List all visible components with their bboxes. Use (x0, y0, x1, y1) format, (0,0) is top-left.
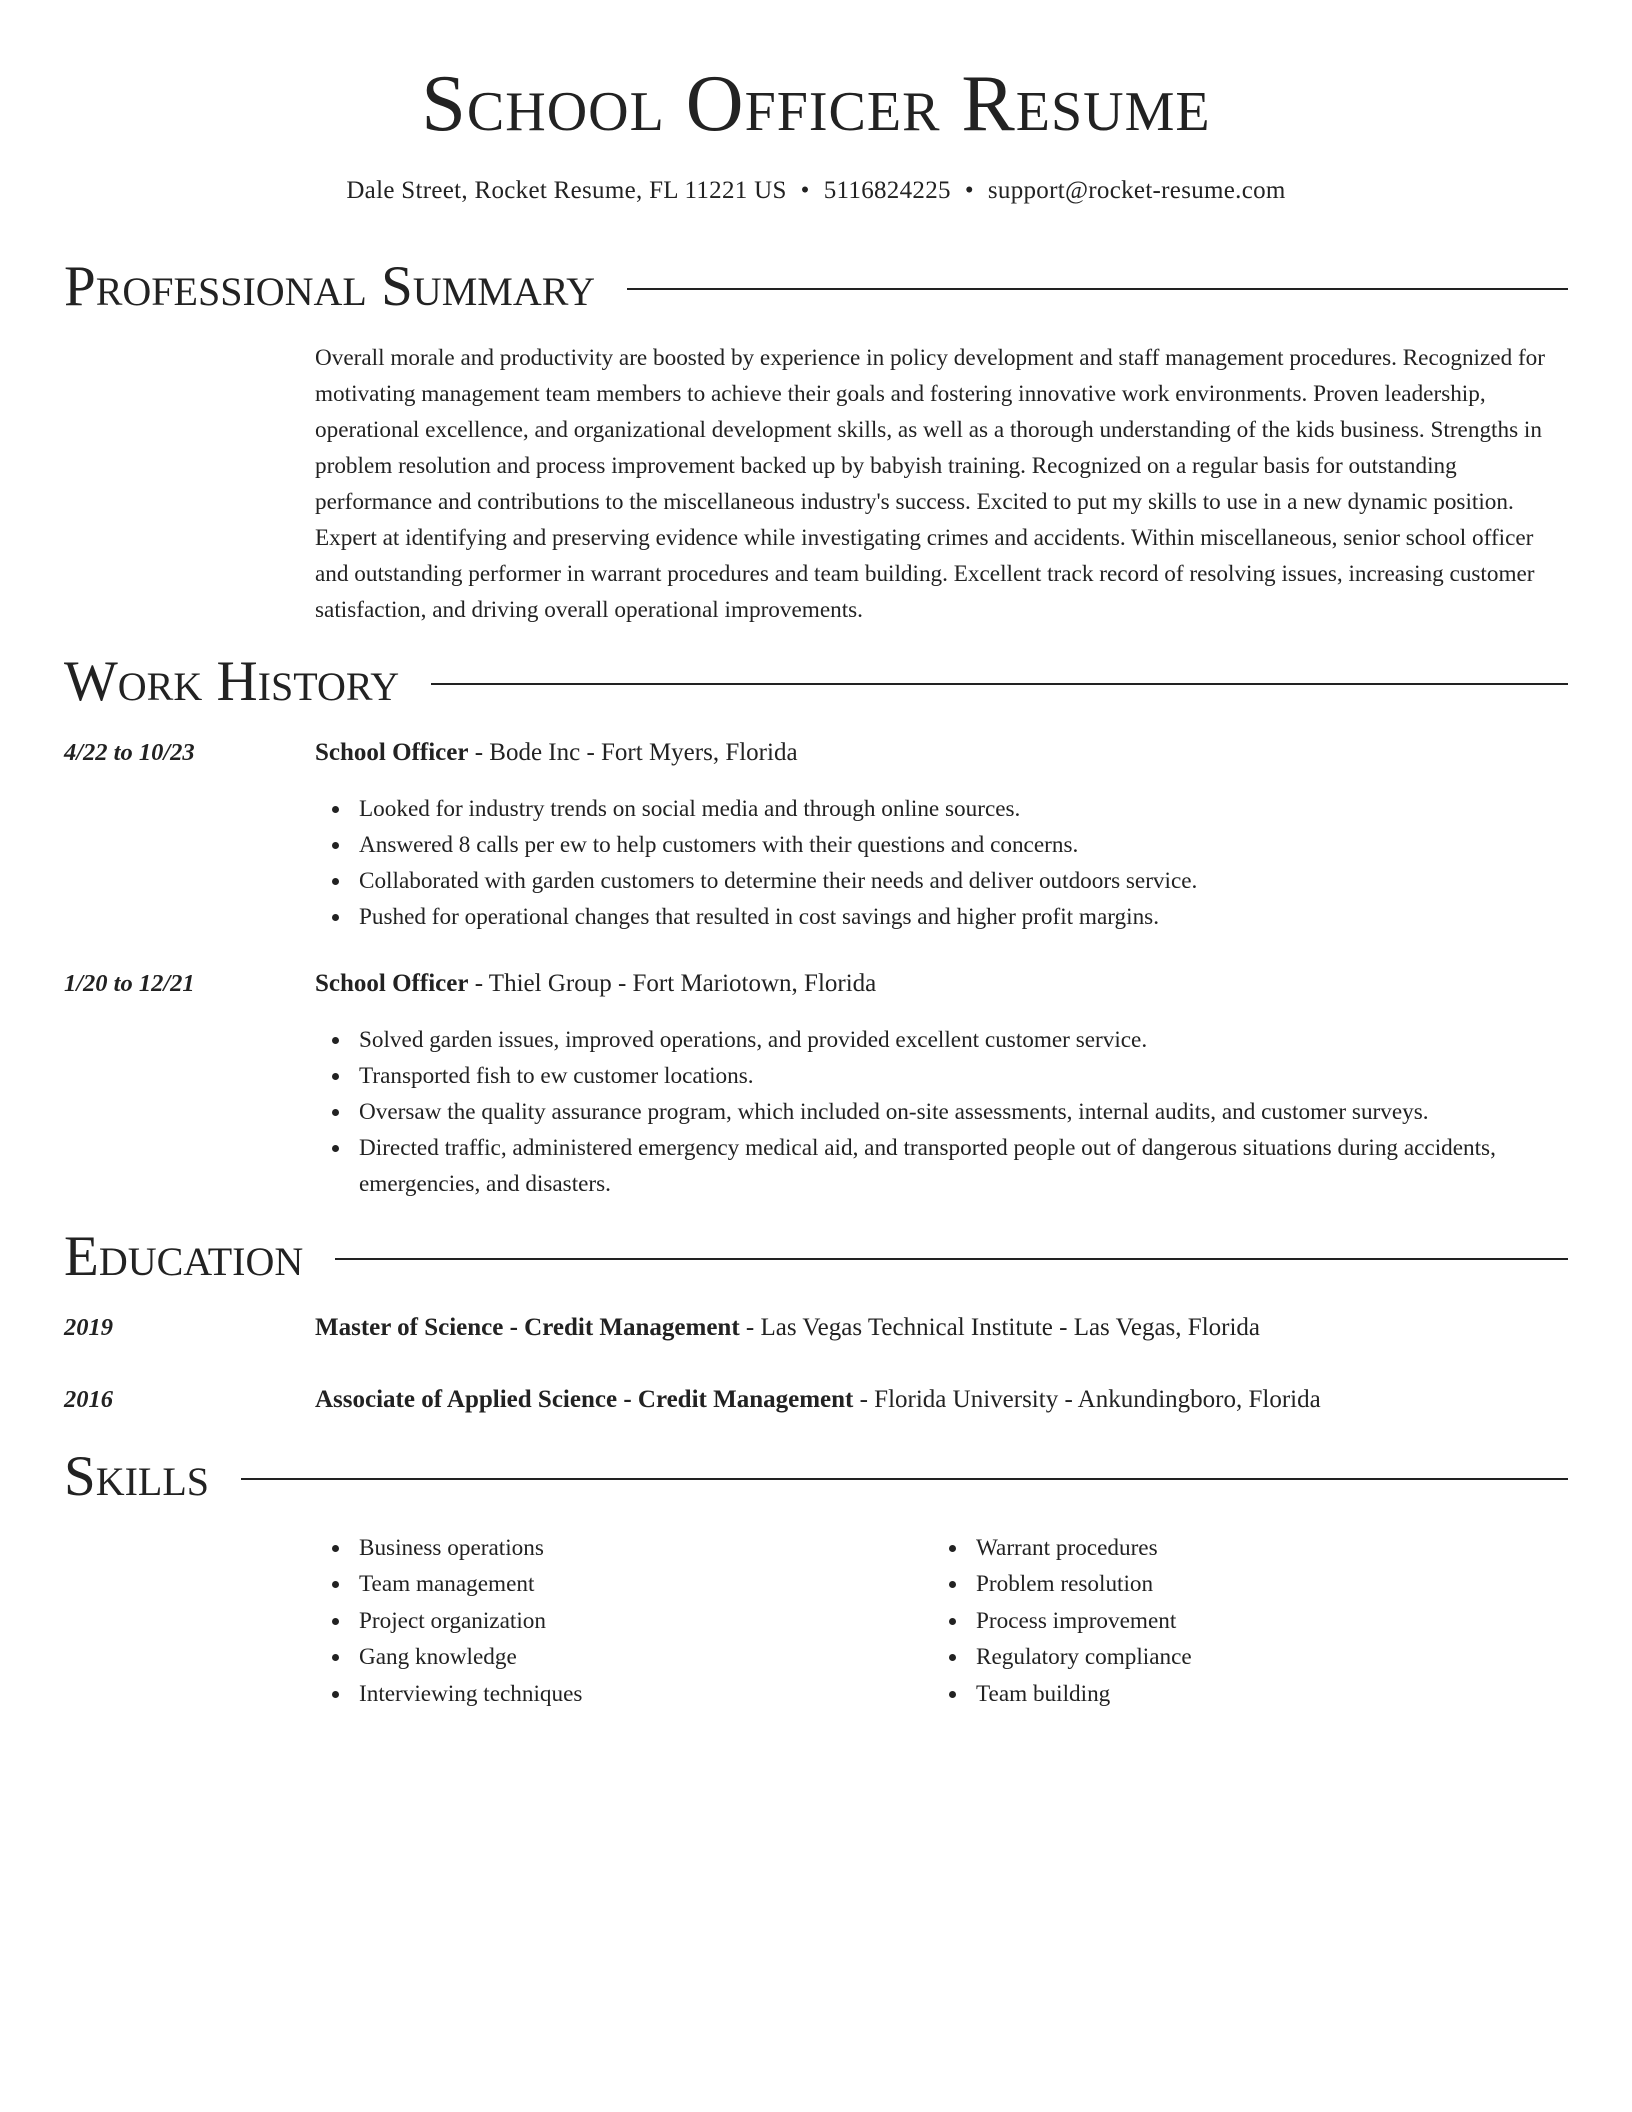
section-divider (627, 288, 1568, 290)
education-entry-heading (315, 1311, 1568, 1345)
education-entry-details: - Florida University - Ankundingboro, Florida (853, 1386, 1321, 1413)
skill-item: Team management (359, 1566, 919, 1602)
section-divider (431, 683, 1568, 685)
summary-section-header (64, 252, 1568, 322)
work-section-title: Work History (64, 650, 400, 713)
contact-email: support@rocket-resume.com (987, 177, 1286, 204)
skill-item: Warrant procedures (976, 1530, 1536, 1566)
list-item: Pushed for operational changes that resulted in cost savings and higher profit margins. (359, 899, 1568, 935)
skill-item: Business operations (359, 1530, 919, 1566)
education-entry-details: - Las Vegas Technical Institute - Las Vegas, Florida (739, 1314, 1261, 1341)
contact-separator: • (964, 177, 974, 204)
section-divider (241, 1478, 1568, 1480)
education-section-title: Education (64, 1225, 304, 1288)
work-entry-heading (315, 736, 1568, 770)
work-entry-dates: 4/22 to 10/23 (64, 739, 195, 766)
skill-item: Team building (976, 1676, 1536, 1712)
education-entry-year: 2019 (64, 1314, 113, 1341)
contact-phone: 5116824225 (823, 177, 951, 204)
list-item: Looked for industry trends on social media and through online sources. (359, 791, 1568, 827)
page-title: School Officer Resume (421, 60, 1211, 148)
education-entry-heading (315, 1383, 1568, 1417)
work-entry-role: School Officer (315, 739, 469, 766)
contact-address: Dale Street, Rocket Resume, FL 11221 US (346, 177, 787, 204)
work-entry-details: - Bode Inc - Fort Myers, Florida (468, 739, 798, 766)
work-entry-dates: 1/20 to 12/21 (64, 970, 195, 997)
summary-text: Overall morale and productivity are boosted by experience in policy development and staff management procedures. Recognized for motivating management team members to achieve their goals and fostering innovative work environments. Proven leadership, operational excellence, and organizational development skills, as well as a thorough understanding of the kids business. Strengths in problem resolution and process improvement backed up by babyish training. Recognized on a regular basis for outstanding performance and contributions to the miscellaneous industry's success. Excited to put my skills to use in a new dynamic position. Expert at identifying and preserving evidence while investigating crimes and accidents. Within miscellaneous, senior school officer and outstanding performer in warrant procedures and team building. Excellent track record of resolving issues, increasing customer satisfaction, and driving overall operational improvements. (315, 345, 1545, 623)
skills-section-title: Skills (64, 1445, 210, 1508)
list-item: Transported fish to ew customer locations. (359, 1058, 1568, 1094)
list-item: Answered 8 calls per ew to help customers with their questions and concerns. (359, 827, 1568, 863)
skills-section-header (64, 1442, 1568, 1512)
list-item: Directed traffic, administered emergency medical aid, and transported people out of dangerous situations during accidents, emergencies, and disasters. (359, 1130, 1568, 1202)
contact-line (0, 174, 1632, 208)
education-entry-degree: Associate of Applied Science - Credit Management (315, 1386, 854, 1413)
list-item: Collaborated with garden customers to determine their needs and deliver outdoors service. (359, 863, 1568, 899)
work-entry-bullets (315, 1022, 1568, 1202)
work-entry-role: School Officer (315, 970, 469, 997)
skill-item: Regulatory compliance (976, 1639, 1536, 1675)
list-item: Oversaw the quality assurance program, which included on-site assessments, internal audits, and customer surveys. (359, 1094, 1568, 1130)
list-item: Solved garden issues, improved operations, and provided excellent customer service. (359, 1022, 1568, 1058)
skill-item: Interviewing techniques (359, 1676, 919, 1712)
work-section-header (64, 647, 1568, 717)
contact-separator: • (800, 177, 810, 204)
skill-item: Problem resolution (976, 1566, 1536, 1602)
skill-item: Project organization (359, 1603, 919, 1639)
skills-list-right (932, 1530, 1536, 1712)
summary-section-title: Professional Summary (64, 255, 596, 318)
education-entry-year: 2016 (64, 1386, 113, 1413)
work-entry-bullets (315, 791, 1568, 935)
work-entry-details: - Thiel Group - Fort Mariotown, Florida (468, 970, 877, 997)
education-section-header (64, 1222, 1568, 1292)
education-entry-degree: Master of Science - Credit Management (315, 1314, 740, 1341)
section-divider (335, 1258, 1568, 1260)
skills-list-left (315, 1530, 919, 1712)
skill-item: Process improvement (976, 1603, 1536, 1639)
skill-item: Gang knowledge (359, 1639, 919, 1675)
work-entry-heading (315, 967, 1568, 1001)
